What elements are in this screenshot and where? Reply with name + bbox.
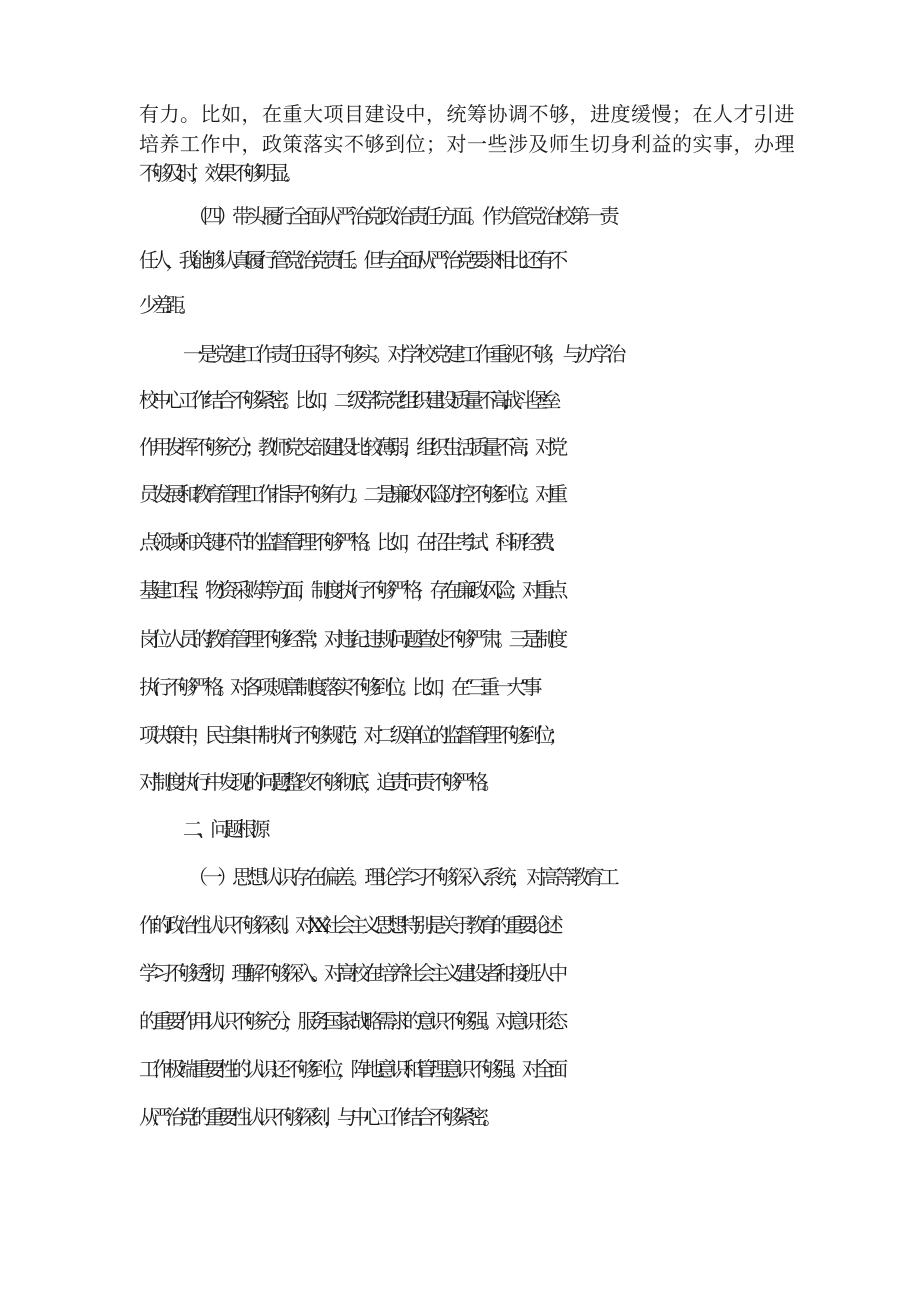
text-line: 任人，我能够认真履行管党治党责任。但与全面从严治党要求相比还有不 (139, 248, 562, 272)
text-line: 的重要作用认识不够充分，服务国家战略需求的意识不够强。对意识形态 (139, 1009, 562, 1033)
text-line: （四）带头履行全面从严治党政治责任方面。作为管党治校第一责 (188, 204, 615, 228)
text-line: 少差距。 (139, 293, 192, 317)
text-line: 岗位人员的教育管理不够经常；对违纪违规问题查处不够严肃。三是制度 (139, 627, 562, 651)
text-line: 作用发挥不够充分；教师党支部建设比较薄弱，组织生活质量不高；对党 (139, 435, 562, 459)
text-line: 校中心工作结合不够紧密。比如，二级学院党组织建设质量不高,战斗堡垒 (139, 388, 555, 412)
text-line: 有力。比如，在重大项目建设中，统筹协调不够，进度缓慢；在人才引进 (139, 102, 795, 126)
text-line: 执行不够严格。对各项规章制度落实不够到位。比如，在“三重一大”事 (139, 675, 536, 699)
text-line: 员发展和教育管理工作指导不够有力。二是廉政风险防控不够到位。对重 (139, 482, 562, 506)
text-line: 培养工作中，政策落实不够到位；对一些涉及师生切身利益的实事，办理 (139, 132, 795, 156)
text-line: 基建工程、物资采购等方面，制度执行不够严格，存在廉政风险；对重点 (139, 578, 562, 602)
text-line: （一）思想认识存在偏差。理论学习不够深入系统，对高等教育工 (188, 865, 615, 889)
text-line: 作的政治性认识不够深刻。对XX社会主义思想特别是关于教育的重要论述 (139, 913, 557, 937)
text-line: 点领域和关键环节的监督管理不够严格。比如，在招生考试、科研经费、 (139, 530, 562, 554)
text-line: 工作极端重要性的认识还不够到位，阵地意识和管理意识不够强。对全面 (139, 1057, 562, 1081)
text-line: 学习不够透彻，理解不够深入。对高校在培养社会主义建设者和接班人中 (139, 961, 562, 985)
text-line: 不够及时，效果不够明显。 (139, 161, 297, 185)
heading-text: 二、问题根源 (183, 817, 264, 841)
text-line: 一是党建工作责任压得不够实。对学校党建工作重视不够，与办学治 (183, 342, 621, 366)
text-line: 对制度执行中发现的问题,整改不够彻底，追责问责不够严格。 (139, 770, 495, 794)
text-line: 从严治党的重要性认识不够深刻，与中心工作结合不够紧密。 (139, 1105, 496, 1129)
text-line: 项决策中，民主集中制执行不够规范；对二级单位的监督管理不够到位； (139, 723, 562, 747)
